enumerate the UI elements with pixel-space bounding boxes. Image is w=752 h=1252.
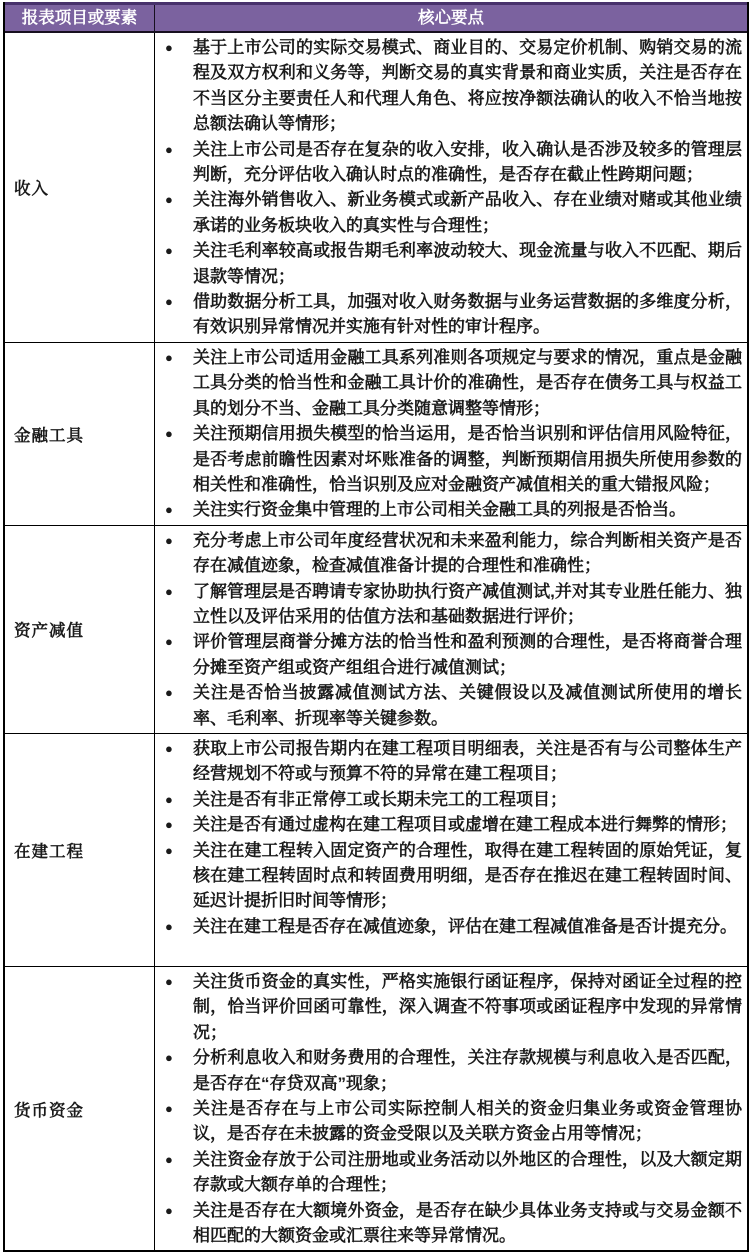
list-item: [155, 35, 744, 137]
points-list: [155, 969, 744, 1248]
list-item: [155, 812, 744, 837]
bullet-icon: ●: [165, 1050, 173, 1066]
list-item: [155, 1147, 744, 1198]
row-points-cell: [155, 526, 747, 733]
table-row: [5, 33, 747, 343]
points-list: [155, 35, 744, 340]
point-text: 关注资金存放于公司注册地或业务活动以外地区的合理性，以及大额定期存款或大额存单的合理性；: [193, 1149, 742, 1195]
bullet-icon: ●: [165, 1151, 173, 1167]
point-text: 了解管理层是否聘请专家协助执行资产减值测试,并对其专业胜任能力、独立性以及评估采用的估值方法和基础数据进行评价；: [193, 581, 742, 626]
point-text: 关注在建工程是否存在减值迹象，评估在建工程减值准备是否计提充分。: [193, 916, 737, 936]
list-item: [155, 969, 744, 1045]
bullet-icon: ●: [165, 1101, 173, 1116]
bullet-icon: ●: [165, 685, 173, 701]
bullet-icon: ●: [165, 243, 173, 259]
table-body: [5, 33, 747, 1250]
table-row: [5, 967, 747, 1250]
list-item: [155, 838, 744, 914]
bullet-icon: ●: [165, 842, 173, 858]
list-item: [155, 629, 744, 680]
row-label: 金融工具: [5, 343, 155, 525]
list-item: [155, 1198, 744, 1249]
bullet-icon: ●: [165, 192, 173, 208]
row-points-cell: [155, 343, 747, 525]
header-cell-report-item: 报表项目或要素: [5, 5, 155, 31]
table-header-row: [5, 2, 747, 33]
point-text: 关注预期信用损失模型的恰当运用，是否恰当识别和评估信用风险特征，是否考虑前瞻性因素对坏账准备的调整，判断预期信用损失所使用参数的相关性和准确性，恰当识别及应对金融资产减值相关的重大错报风险；: [193, 424, 742, 494]
row-label: 在建工程: [5, 734, 155, 966]
point-text: 充分考虑上市公司年度经营状况和未来盈利能力，综合判断相关资产是否存在减值迹象，检查减值准备计提的合理性和准确性；: [193, 530, 742, 576]
bullet-icon: ●: [165, 1202, 173, 1218]
table-row: [5, 343, 747, 526]
list-item: [155, 289, 744, 340]
bullet-icon: ●: [165, 294, 173, 310]
point-text: 获取上市公司报告期内在建工程项目明细表，关注是否有与公司整体生产经营规划不符或与预算不符的异常在建工程项目；: [193, 738, 742, 784]
row-label: 资产减值: [5, 526, 155, 733]
audit-focus-table: [3, 2, 749, 1252]
row-points-cell: [155, 967, 747, 1250]
points-list: [155, 736, 744, 939]
list-item: [155, 914, 744, 939]
bullet-icon: ●: [165, 634, 173, 650]
row-points-cell: [155, 33, 747, 342]
table-row: [5, 734, 747, 967]
point-text: 评价管理层商誉分摊方法的恰当性和盈利预测的合理性，是否将商誉合理分摊至资产组或资产组组合进行减值测试；: [193, 632, 742, 677]
list-item: [155, 787, 744, 812]
bullet-icon: ●: [165, 426, 173, 442]
point-text: 借助数据分析工具，加强对收入财务数据与业务运营数据的多维度分析，有效识别异常情况并实施有针对性的审计程序。: [193, 292, 742, 337]
bullet-icon: ●: [165, 973, 173, 989]
point-text: 关注上市公司是否存在复杂的收入安排，收入确认是否涉及较多的管理层判断，充分评估收入确认时点的准确性，是否存在截止性跨期问题；: [193, 139, 742, 185]
list-item: [155, 680, 744, 731]
list-item: [155, 1045, 744, 1096]
bullet-icon: ●: [165, 583, 173, 599]
point-text: 关注是否有非正常停工或长期未完工的工程项目；: [193, 789, 567, 809]
row-label: 货币资金: [5, 967, 155, 1250]
point-text: 关注海外销售收入、新业务模式或新产品收入、存在业绩对赌或其他业绩承诺的业务板块收入的真实性与合理性；: [193, 190, 742, 235]
list-item: [155, 736, 744, 787]
bullet-icon: ●: [165, 817, 173, 833]
point-text: 关注是否有通过虚构在建工程项目或虚增在建工程成本进行舞弊的情形；: [193, 815, 737, 835]
list-item: [155, 1096, 744, 1147]
list-item: [155, 137, 744, 188]
bullet-icon: ●: [165, 918, 173, 934]
point-text: 关注上市公司适用金融工具系列准则各项规定与要求的情况，重点是金融工具分类的恰当性和金融工具计价的准确性，是否存在债务工具与权益工具的划分不当、金融工具分类随意调整等情形；: [193, 347, 742, 418]
row-label: 收入: [5, 33, 155, 342]
point-text: 关注是否恰当披露减值测试方法、关键假设以及减值测试所使用的增长率、毛利率、折现率等关键参数。: [193, 683, 742, 728]
point-text: 分析利息收入和财务费用的合理性，关注存款规模与利息收入是否匹配，是否存在“存贷双高”现象；: [193, 1048, 742, 1093]
list-item: [155, 528, 744, 579]
bullet-icon: ●: [165, 40, 173, 55]
point-text: 关注实行资金集中管理的上市公司相关金融工具的列报是否恰当。: [193, 500, 686, 520]
bullet-icon: ●: [165, 532, 173, 548]
row-points-cell: [155, 734, 747, 966]
points-list: [155, 528, 744, 731]
list-item: [155, 345, 744, 421]
list-item: [155, 421, 744, 497]
list-item: [155, 187, 744, 238]
list-item: [155, 579, 744, 630]
list-item: [155, 497, 744, 522]
list-item: [155, 238, 744, 289]
point-text: 关注是否存在大额境外资金，是否存在缺少具体业务支持或与交易金额不相匹配的大额资金或汇票往来等异常情况。: [193, 1200, 742, 1246]
header-cell-core-points: 核心要点: [418, 9, 484, 27]
point-text: 关注在建工程转入固定资产的合理性，取得在建工程转固的原始凭证，复核在建工程转固时点和转固费用明细，是否存在推迟在建工程转固时间、延迟计提折旧时间等情形；: [193, 840, 742, 911]
points-list: [155, 345, 744, 523]
bullet-icon: ●: [165, 740, 173, 756]
bullet-icon: ●: [165, 502, 173, 518]
point-text: 关注是否存在与上市公司实际控制人相关的资金归集业务或资金管理协议，是否存在未披露的资金受限以及关联方资金占用等情况；: [193, 1099, 742, 1144]
bullet-icon: ●: [165, 141, 173, 157]
bullet-icon: ●: [165, 791, 173, 807]
table-row: [5, 526, 747, 734]
bullet-icon: ●: [165, 349, 173, 365]
point-text: 基于上市公司的实际交易模式、商业目的、交易定价机制、购销交易的流程及双方权利和义务等，判断交易的真实背景和商业实质，关注是否存在不当区分主要责任人和代理人角色、将应按净额法确认的收入不恰当地按总额法确认等情形；: [193, 38, 742, 134]
point-text: 关注毛利率较高或报告期毛利率波动较大、现金流量与收入不匹配、期后退款等情况；: [193, 241, 742, 286]
point-text: 关注货币资金的真实性，严格实施银行函证程序，保持对函证全过程的控制，恰当评价回函可靠性，深入调查不符事项或函证程序中发现的异常情况；: [193, 971, 742, 1042]
